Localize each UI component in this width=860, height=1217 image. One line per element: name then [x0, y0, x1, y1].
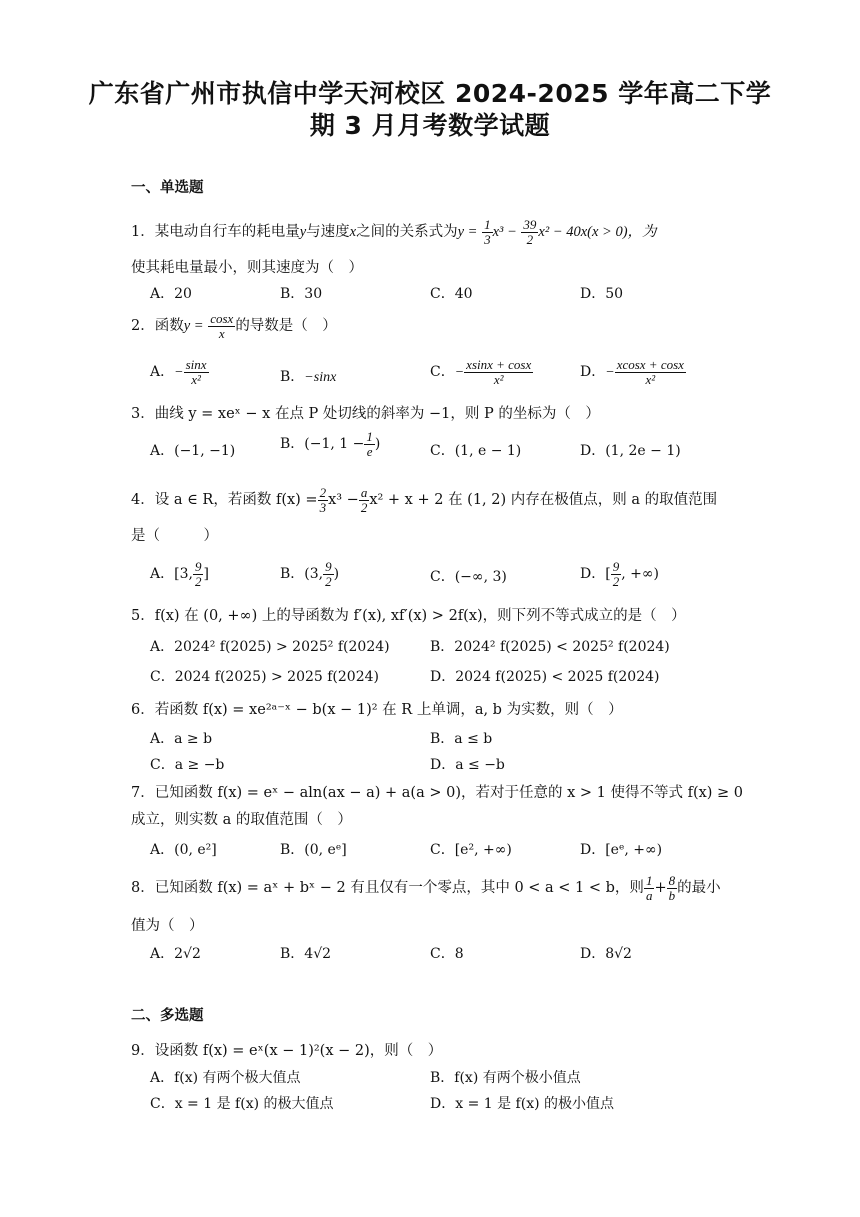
- q2-text-post: 的导数是（ ）: [235, 318, 337, 335]
- q5-option-b: B．2024² f(2025) < 2025² f(2024): [430, 639, 670, 655]
- section-heading-single-choice: 一、单选题: [131, 180, 204, 196]
- q2-option-b: B．−sinx: [280, 369, 337, 385]
- q8-option-b: B．4√2: [280, 946, 332, 962]
- question-7: 7．已知函数 f(x) = eˣ − aln(ax − a) + a(a > 0)，若对于任意的 x > 1 使得不等式 f(x) ≥ 0: [131, 785, 744, 801]
- q1-formula-b: x³ −: [492, 224, 517, 241]
- q1-formula-c: x² − 40x(x > 0)，为: [538, 224, 657, 241]
- q8-option-c: C．8: [430, 946, 464, 962]
- q5-option-c: C．2024 f(2025) > 2025 f(2024): [150, 669, 379, 685]
- q1-var-y: y: [299, 224, 307, 241]
- section-heading-multi-choice: 二、多选题: [131, 1008, 204, 1024]
- q8-option-d: D．8√2: [580, 946, 632, 962]
- q1-text-post: 之间的关系式为: [356, 224, 458, 241]
- question-1-line-2: 使其耗电量最小，则其速度为（ ）: [131, 260, 363, 276]
- page-title-line-1: 广东省广州市执信中学天河校区 2024-2025 学年高二下学: [88, 79, 772, 108]
- q9-option-d: D．x = 1 是 f(x) 的极小值点: [430, 1096, 615, 1112]
- q1-formula-a: y =: [457, 224, 478, 241]
- q6-option-b: B．a ≤ b: [430, 731, 493, 747]
- q9-option-c: C．x = 1 是 f(x) 的极大值点: [150, 1096, 334, 1112]
- question-4: 4．设 a ∈ R，若函数 f(x) = $\frac{2}{3}$ x³ − $\frac{a}{2}$ x² + x + 2 在 (1, 2) 内存在极值点，则 a 的取值范围: [131, 485, 718, 515]
- q4-option-a: A．[3, $\frac{9}{2}$ ]: [150, 559, 209, 589]
- question-5: 5．f(x) 在 (0, +∞) 上的导函数为 f′(x), xf′(x) > 2f(x)，则下列不等式成立的是（ ）: [131, 608, 686, 624]
- question-8: 8．已知函数 f(x) = aˣ + bˣ − 2 有且仅有一个零点，其中 0 < a < 1 < b，则 $\frac{1}{a}$ + $\frac{8}{b}$ 的最小: [131, 873, 721, 903]
- q2-text-pre: 2．函数: [131, 318, 184, 335]
- question-9: 9．设函数 f(x) = eˣ(x − 1)²(x − 2)，则（ ）: [131, 1043, 443, 1059]
- q1-option-a: A．20: [150, 286, 192, 302]
- q2-fraction: $\frac{\cos x}{x}$: [210, 311, 234, 341]
- question-1: [131, 218, 657, 246]
- question-6: 6．若函数 f(x) = xe²ᵃ⁻ˣ − b(x − 1)² 在 R 上单调，a, b 为实数，则（ ）: [131, 702, 623, 718]
- q7-option-a: A．(0, e²]: [150, 842, 217, 858]
- q1-text-pre: 1．某电动自行车的耗电量: [131, 224, 300, 241]
- q7-option-b: B．(0, eᵉ]: [280, 842, 347, 858]
- q3-option-d: D．(1, 2e − 1): [580, 443, 681, 459]
- q1-option-c: C．40: [430, 286, 473, 302]
- q9-option-b: B．f(x) 有两个极小值点: [430, 1070, 581, 1086]
- q9-option-a: A．f(x) 有两个极大值点: [150, 1070, 301, 1086]
- q2-option-c: C．− $\frac{xsinx + \cos x}{\text{x²}}$: [430, 357, 532, 387]
- q1-text-mid: 与速度: [306, 224, 350, 241]
- question-2: [131, 312, 337, 340]
- q2-option-a: A．− $\frac{\sin x}{\text{x²}}$: [150, 357, 207, 387]
- q5-option-d: D．2024 f(2025) < 2025 f(2024): [430, 669, 660, 685]
- q1-option-b: B．30: [280, 286, 323, 302]
- q3-option-c: C．(1, e − 1): [430, 443, 522, 459]
- q1-fraction-2: $\frac{39}{2}$: [523, 217, 537, 247]
- page-title-line-2: 期 3 月月考数学试题: [309, 111, 551, 140]
- q4-option-d: D．[ $\frac{9}{2}$ , +∞): [580, 559, 659, 589]
- q4-option-b: B．(3, $\frac{9}{2}$ ): [280, 559, 340, 589]
- q6-option-c: C．a ≥ −b: [150, 757, 225, 773]
- question-4-line-2: 是（ ）: [131, 528, 218, 544]
- q5-option-a: A．2024² f(2025) > 2025² f(2024): [150, 639, 390, 655]
- q6-option-d: D．a ≤ −b: [430, 757, 505, 773]
- q3-option-a: A．(−1, −1): [150, 443, 236, 459]
- q1-var-x: x: [349, 224, 357, 241]
- q4-option-c: C．(−∞, 3): [430, 569, 507, 585]
- q2-y-eq: y =: [183, 318, 204, 335]
- q7-option-c: C．[e², +∞): [430, 842, 512, 858]
- q3-option-b: B．(−1, 1 − $\frac{1}{e}$ ): [280, 429, 381, 459]
- q7-option-d: D．[eᵉ, +∞): [580, 842, 663, 858]
- q1-option-d: D．50: [580, 286, 624, 302]
- q6-option-a: A．a ≥ b: [150, 731, 213, 747]
- question-3: 3．曲线 y = xeˣ − x 在点 P 处切线的斜率为 −1，则 P 的坐标为（ ）: [131, 406, 600, 422]
- question-8-line-2: 值为（ ）: [131, 918, 204, 934]
- q1-fraction-1: $\frac{1}{3}$: [484, 217, 491, 247]
- q8-option-a: A．2√2: [150, 946, 201, 962]
- q2-option-d: D．− $\frac{xcosx + \cos x}{\text{x²}}$: [580, 357, 684, 387]
- question-7-line-2: 成立，则实数 a 的取值范围（ ）: [131, 812, 352, 828]
